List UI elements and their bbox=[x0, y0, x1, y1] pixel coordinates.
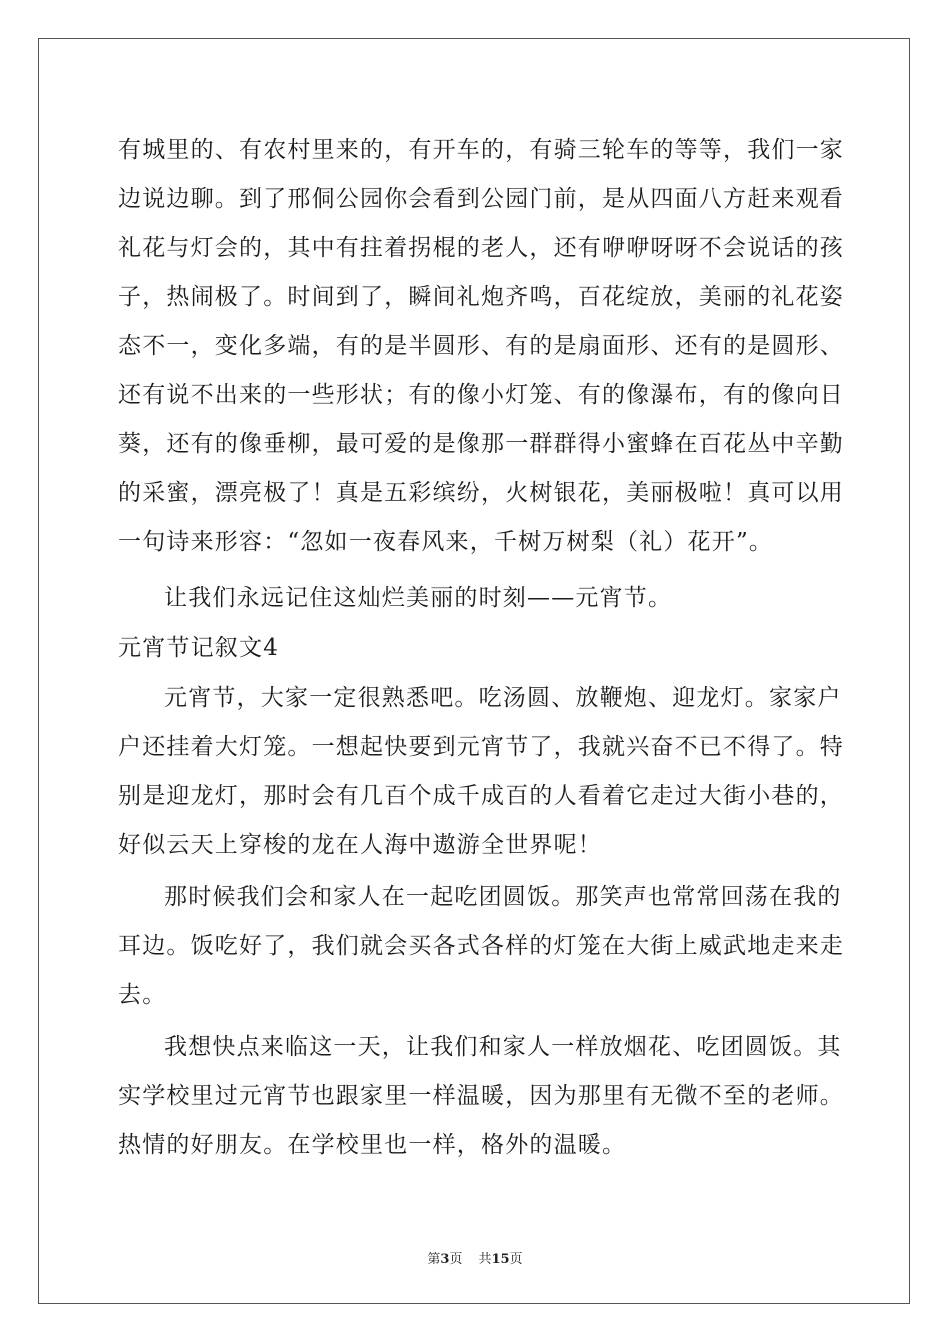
page-suffix: 页 bbox=[449, 1252, 463, 1267]
page-border bbox=[38, 38, 910, 1304]
paragraph-line: 热情的好朋友。在学校里也一样，格外的温暖。 bbox=[118, 1132, 627, 1158]
paragraph-line: 别是迎龙灯，那时会有几百个成千成百的人看着它走过大街小巷的， bbox=[118, 783, 844, 809]
page-footer bbox=[0, 1248, 950, 1267]
page-number: 3 bbox=[440, 1252, 450, 1267]
paragraph-line: 户还挂着大灯笼。一想起快要到元宵节了，我就兴奋不已不得了。特 bbox=[118, 734, 844, 760]
paragraph-line: 好似云天上穿梭的龙在人海中遨游全世界呢！ bbox=[118, 832, 602, 858]
paragraph-line: 边说边聊。到了邢侗公园你会看到公园门前，是从四面八方赶来观看 bbox=[118, 186, 844, 212]
paragraph-line: 态不一，变化多端，有的是半圆形、有的是扇面形、还有的是圆形、 bbox=[118, 333, 844, 359]
paragraph-line: 那时候我们会和家人在一起吃团圆饭。那笑声也常常回荡在我的 bbox=[164, 884, 842, 910]
total-suffix: 页 bbox=[509, 1252, 523, 1267]
paragraph-line: 去。 bbox=[118, 982, 167, 1008]
paragraph-line: 的采蜜，漂亮极了！真是五彩缤纷，火树银花，美丽极啦！真可以用 bbox=[118, 480, 844, 506]
paragraph-line: 我想快点来临这一天，让我们和家人一样放烟花、吃团圆饭。其 bbox=[164, 1034, 842, 1060]
paragraph-line: 元宵节，大家一定很熟悉吧。吃汤圆、放鞭炮、迎龙灯。家家户 bbox=[164, 685, 842, 711]
paragraph-line: 子，热闹极了。时间到了，瞬间礼炮齐鸣，百花绽放，美丽的礼花姿 bbox=[118, 284, 844, 310]
paragraph-line: 耳边。饭吃好了，我们就会买各式各样的灯笼在大街上威武地走来走 bbox=[118, 933, 844, 959]
paragraph-line: 让我们永远记住这灿烂美丽的时刻——元宵节。 bbox=[164, 585, 673, 611]
page-prefix: 第 bbox=[427, 1252, 441, 1267]
paragraph-line: 礼花与灯会的，其中有拄着拐棍的老人，还有咿咿呀呀不会说话的孩 bbox=[118, 235, 844, 261]
section-heading: 元宵节记叙文4 bbox=[118, 635, 280, 661]
total-pages: 15 bbox=[491, 1252, 510, 1267]
paragraph-line: 一句诗来形容：“忽如一夜春风来，千树万树梨（礼）花开”。 bbox=[118, 529, 774, 555]
paragraph-line: 有城里的、有农村里来的，有开车的，有骑三轮车的等等，我们一家 bbox=[118, 137, 844, 163]
total-prefix: 共 bbox=[478, 1252, 492, 1267]
paragraph-line: 实学校里过元宵节也跟家里一样温暖，因为那里有无微不至的老师。 bbox=[118, 1083, 844, 1109]
paragraph-line: 葵，还有的像垂柳，最可爱的是像那一群群得小蜜蜂在百花丛中辛勤 bbox=[118, 431, 844, 457]
paragraph-line: 还有说不出来的一些形状；有的像小灯笼、有的像瀑布，有的像向日 bbox=[118, 382, 844, 408]
